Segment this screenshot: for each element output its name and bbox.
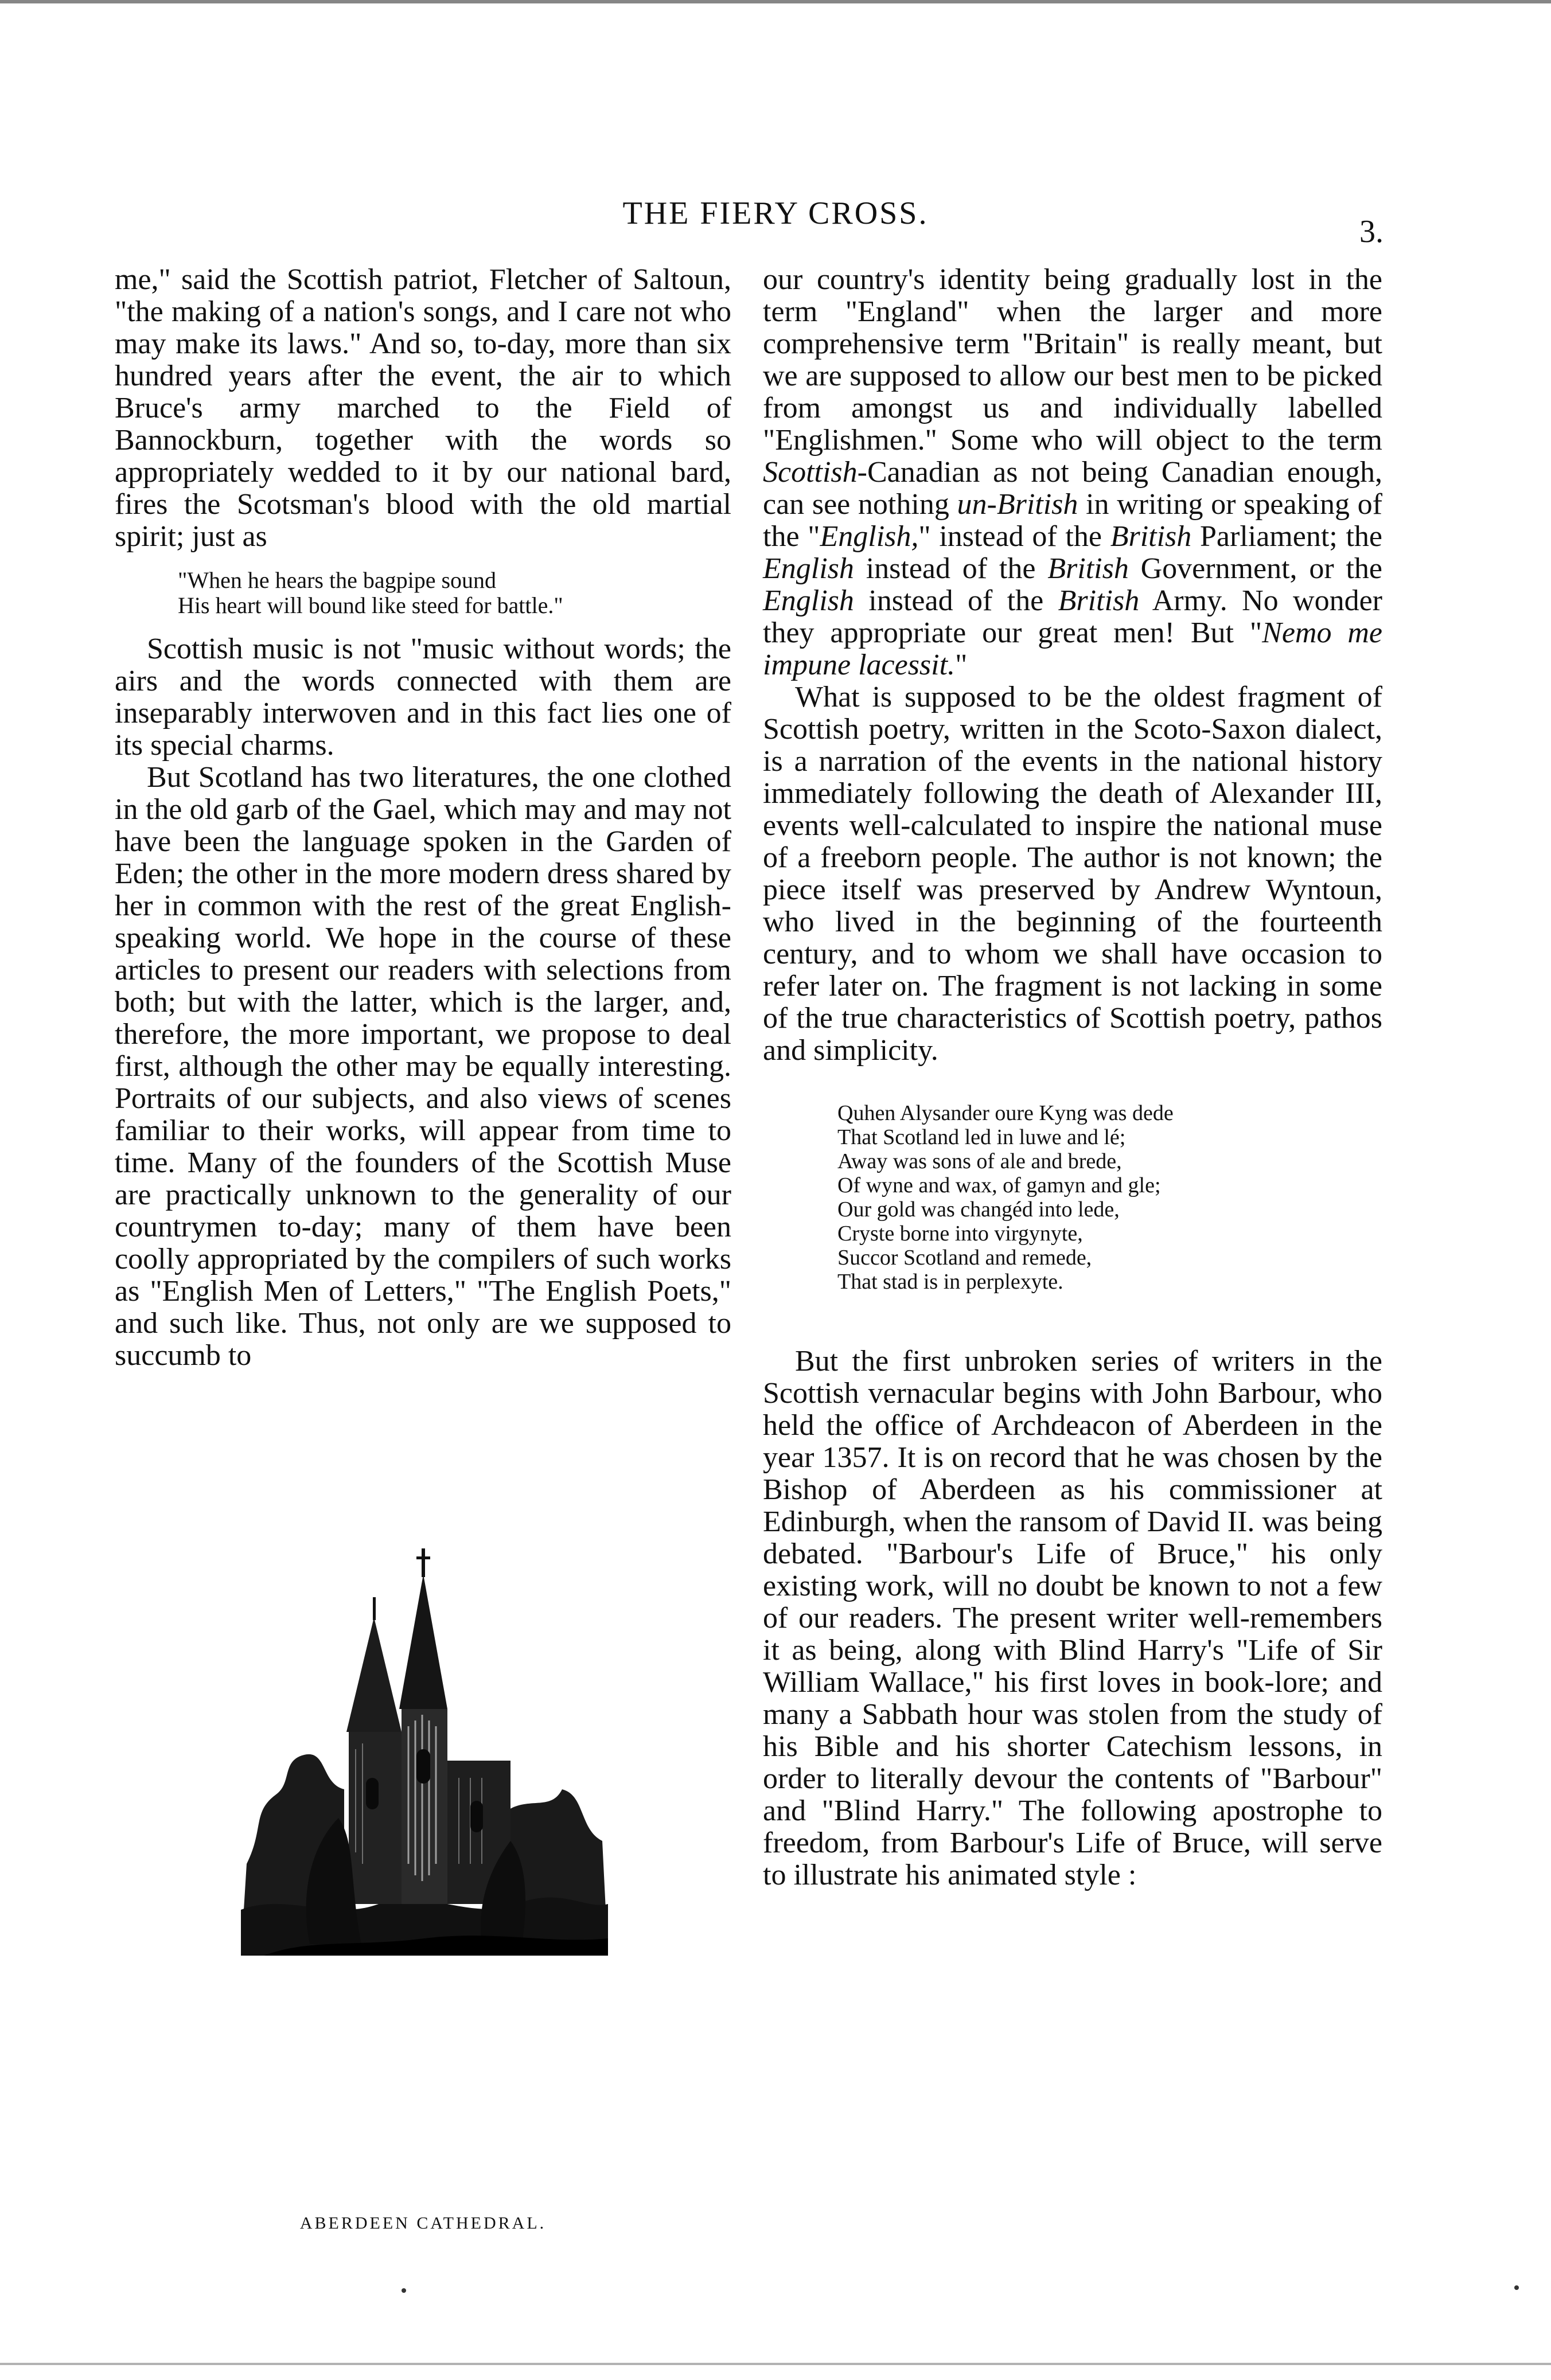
verse-line: That stad is in perplexyte. (837, 1270, 1063, 1294)
text-run: instead of the (854, 584, 1058, 617)
verse-line: Our gold was changéd into lede, (837, 1197, 1120, 1222)
text-run: our country's identity being gradually lost in the term "England" when the larger and more comprehensive term "Britain" is really meant, but we are supposed to allow our best men to be picked from amongst us and individually labelled "Englishmen." Some who will object to the term (763, 263, 1382, 457)
verse-line: Quhen Alysander oure Kyng was dede (837, 1101, 1174, 1125)
italic-run: English (763, 552, 854, 585)
italic-run: British (1047, 552, 1129, 585)
italic-run: British (1110, 520, 1192, 553)
italic-run: un-British (957, 488, 1078, 521)
text-run: " (955, 649, 968, 681)
verse-line: Succor Scotland and remede, (837, 1246, 1092, 1270)
page-number: 3. (1359, 214, 1384, 249)
verse-line: Cryste borne into virgynyte, (837, 1222, 1083, 1246)
right-column (763, 264, 1382, 1891)
left-paragraph-3: But Scotland has two literatures, the one clothed in the old garb of the Gael, which may and may not have been the language spoken in the Garden of Eden; the other in the more modern dress shared by her in common with the rest of the great English-speaking world. We hope in the course of these articles to present our readers with selections from both; but with the latter, which is the larger, and, therefore, the more important, we propose to deal first, although the other may be equally interesting. Portraits of our subjects, and also views of scenes familiar to their works, will appear from time to time. Many of the founders of the Scottish Muse are practically unknown to the generality of our countrymen to-day; many of them have been coolly appropriated by the compilers of such works as "English Men of Letters," "The English Poets," and such like. Thus, not only are we supposed to succumb to (115, 761, 731, 1372)
top-edge-rule (0, 0, 1551, 3)
right-paragraph-3: But the first unbroken series of writers in the Scottish vernacular begins with John Barbour, who held the office of Archdeacon of Aberdeen in the year 1357. It is on record that he was chosen by the Bishop of Aberdeen as his commissioner at Edinburgh, when the ransom of David II. was being debated. "Barbour's Life of Bruce," his only existing work, will no doubt be known to not a few of our readers. The present writer well-remembers it as being, along with Blind Harry's "Life of Sir William Wallace," his first loves in book-lore; and many a Sabbath hour was stolen from the study of his Bible and his shorter Catechism lessons, in order to literally devour the contents of "Barbour" and "Blind Harry." The following apostrophe to freedom, from Barbour's Life of Bruce, will serve to illustrate his animated style : (763, 1345, 1382, 1891)
italic-run: English (763, 584, 854, 617)
quhen-alysander-verse (837, 1101, 1382, 1294)
quote-line: "When he hears the bagpipe sound (178, 567, 497, 593)
bagpipe-quote (178, 568, 731, 618)
left-paragraph-1: me," said the Scottish patriot, Fletcher of Saltoun, "the making of a nation's songs, and I care not who may make its laws." And so, to-day, more than six hundred years after the event, the air to which Bruce's army marched to the Field of Bannockburn, together with the words so appropriately wedded to it by our national bard, fires the Scotsman's blood with the old martial spirit; just as (115, 263, 731, 553)
illustration-caption: ABERDEEN CATHEDRAL. (299, 2214, 547, 2233)
text-run: Army. No wonder they appropriate our great men! But " (763, 584, 1382, 649)
italic-run: Scottish- (763, 456, 867, 489)
text-run: Parliament; the (1191, 520, 1382, 553)
quote-line: His heart will bound like steed for battle." (178, 592, 563, 618)
italic-run: English, (820, 520, 919, 553)
left-column (115, 264, 731, 1372)
text-run: Government, or the (1128, 552, 1382, 585)
ink-speck (402, 2288, 406, 2293)
text-run: in writing or speaking of the " (763, 488, 1382, 553)
left-paragraph-2: Scottish music is not "music without words; the airs and the words connected with them are inseparably interwoven and in this fact lies one of its special charms. (115, 633, 731, 762)
running-header-title: THE FIERY CROSS. (622, 196, 929, 231)
italic-run: Nemo me impune lacessit. (763, 617, 1382, 681)
bottom-edge-rule (0, 2363, 1551, 2365)
text-run: Canadian as not being Canadian enough, can see nothing (763, 456, 1382, 521)
right-paragraph-1 (763, 264, 1382, 681)
verse-line: Of wyne and wax, of gamyn and gle; (837, 1173, 1161, 1197)
verse-line: Away was sons of ale and brede, (837, 1149, 1122, 1173)
text-run: instead of the (854, 552, 1048, 585)
aberdeen-cathedral-engraving (241, 1543, 608, 1956)
text-run: " instead of the (918, 520, 1110, 553)
verse-line: That Scotland led in luwe and lé; (837, 1125, 1126, 1149)
right-paragraph-2: What is supposed to be the oldest fragment of Scottish poetry, written in the Scoto-Saxon dialect, is a narration of the events in the national history immediately following the death of Alexander III, events well-calculated to inspire the national muse of a freeborn people. The author is not known; the piece itself was preserved by Andrew Wyntoun, who lived in the beginning of the fourteenth century, and to whom we shall have occasion to refer later on. The fragment is not lacking in some of the true characteristics of Scottish poetry, pathos and simplicity. (763, 681, 1382, 1067)
ink-speck (1514, 2285, 1519, 2290)
italic-run: British (1058, 584, 1140, 617)
